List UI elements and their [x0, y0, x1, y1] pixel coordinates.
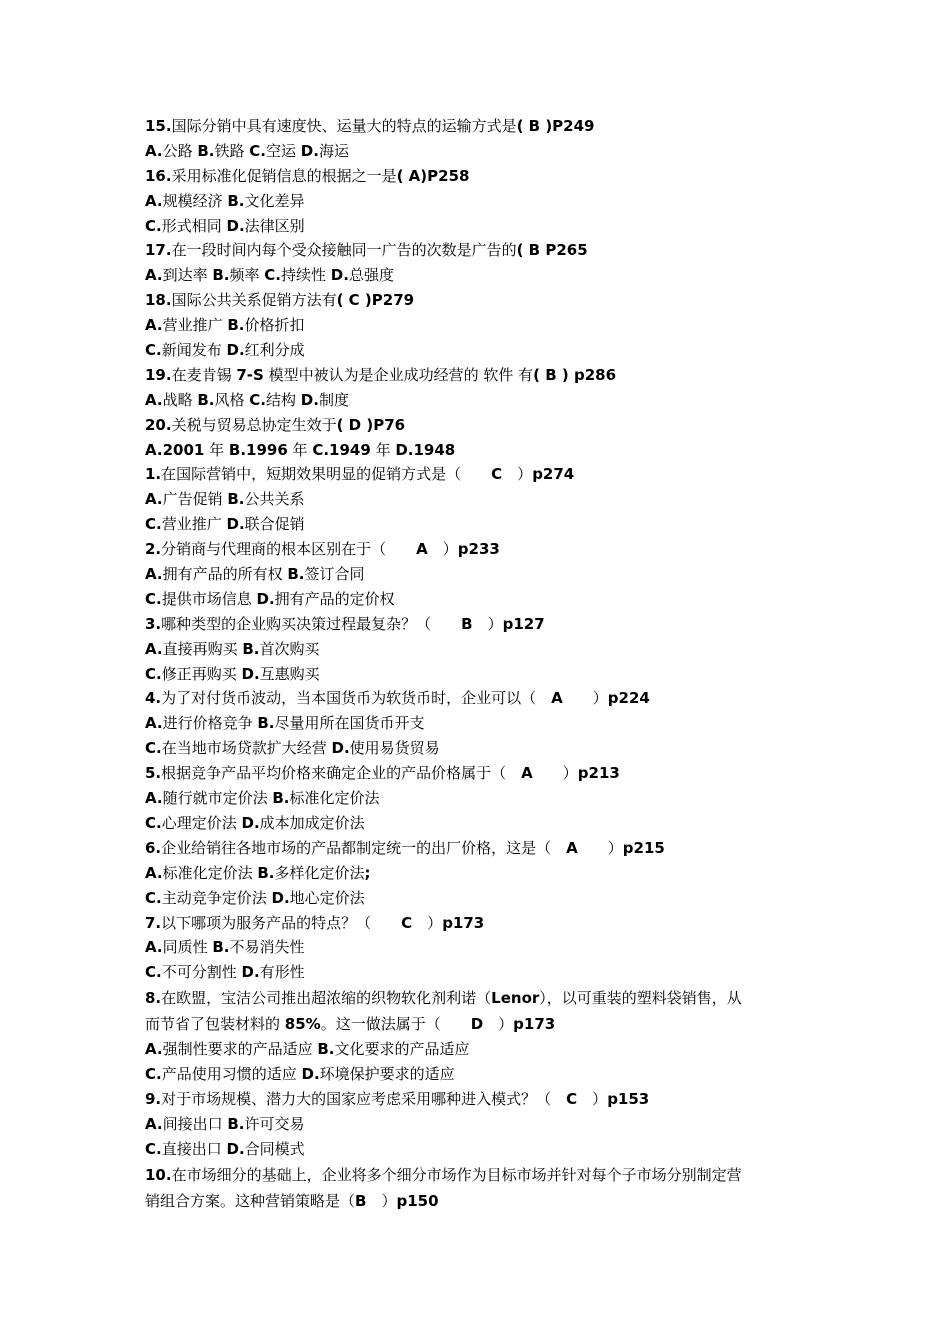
options-9-cd: C.直接出口 D.合同模式	[145, 1139, 305, 1158]
options-7-ab: A.同质性 B.不易消失性	[145, 938, 305, 957]
question-19: 19.在麦肯锡 7-S 模型中被认为是企业成功经营的 软件 有( B ) p286	[145, 365, 616, 384]
question-9: 9.对于市场规模、潜力大的国家应考虑采用哪种进入模式？（ C ）p153	[145, 1089, 650, 1108]
options-6-cd: C.主动竞争定价法 D.地心定价法	[145, 888, 365, 907]
question-5: 5.根据竞争产品平均价格来确定企业的产品价格属于（ A ）p213	[145, 764, 620, 783]
options-9-ab: A.间接出口 B.许可交易	[145, 1114, 305, 1133]
question-18: 18.国际公共关系促销方法有( C )P279	[145, 291, 415, 310]
question-20: 20.关税与贸易总协定生效于( D )P76	[145, 415, 406, 434]
options-1-ab: A.广告促销 B.公共关系	[145, 490, 305, 509]
options-19: A.战略 B.风格 C.结构 D.制度	[145, 390, 349, 409]
question-2: 2.分销商与代理商的根本区别在于（ A ）p233	[145, 540, 500, 559]
question-15: 15.国际分销中具有速度快、运量大的特点的运输方式是( B )P249	[145, 117, 595, 135]
options-7-cd: C.不可分割性 D.有形性	[145, 963, 305, 982]
question-3: 3.哪种类型的企业购买决策过程最复杂？（ B ）p127	[145, 614, 545, 633]
options-5-ab: A.随行就市定价法 B.标准化定价法	[145, 789, 380, 808]
question-8-line-2: 而节省了包装材料的 85%。这一做法属于（ D ）p173	[145, 1015, 556, 1034]
options-3-cd: C.修正再购买 D.互惠购买	[145, 664, 320, 683]
options-18-ab: A.营业推广 B.价格折扣	[145, 316, 305, 335]
question-6: 6.企业给销往各地市场的产品都制定统一的出厂价格，这是（ A ）p215	[145, 838, 665, 857]
options-16-cd: C.形式相同 D.法律区别	[145, 216, 305, 235]
options-8-cd: C.产品使用习惯的适应 D.环境保护要求的适应	[145, 1064, 455, 1083]
document-page	[145, 114, 835, 1213]
options-5-cd: C.心理定价法 D.成本加成定价法	[145, 813, 365, 832]
options-8-ab: A.强制性要求的产品适应 B.文化要求的产品适应	[145, 1040, 470, 1059]
options-17: A.到达率 B.频率 C.持续性 D.总强度	[145, 266, 394, 285]
options-15: A.公路 B.铁路 C.空运 D.海运	[145, 141, 349, 160]
question-8-line-1: 8.在欧盟，宝洁公司推出超浓缩的织物软化剂利诺（Lenor），以可重装的塑料袋销售，从	[145, 989, 742, 1008]
options-18-cd: C.新闻发布 D.红利分成	[145, 341, 305, 360]
options-20: A.2001 年 B.1996 年 C.1949 年 D.1948	[145, 440, 456, 459]
options-4-ab: A.进行价格竞争 B.尽量用所在国货币开支	[145, 714, 425, 733]
question-10-line-1: 10.在市场细分的基础上，企业将多个细分市场作为目标市场并针对每个子市场分别制定营	[145, 1165, 742, 1184]
question-1: 1.在国际营销中，短期效果明显的促销方式是（ C ）p274	[145, 465, 575, 484]
question-4: 4.为了对付货币波动，当本国货币为软货币时，企业可以（ A ）p224	[145, 689, 650, 708]
options-16-ab: A.规模经济 B.文化差异	[145, 191, 305, 210]
question-17: 17.在一段时间内每个受众接触同一广告的次数是广告的( B P265	[145, 241, 588, 260]
question-7: 7.以下哪项为服务产品的特点？（ C ）p173	[145, 913, 485, 932]
question-10-line-2: 销组合方案。这种营销策略是（B ）p150	[145, 1191, 439, 1210]
options-6-ab: A.标准化定价法 B.多样化定价法;	[145, 863, 371, 882]
options-2-ab: A.拥有产品的所有权 B.签订合同	[145, 565, 365, 584]
options-3-ab: A.直接再购买 B.首次购买	[145, 639, 320, 658]
options-4-cd: C.在当地市场贷款扩大经营 D.使用易货贸易	[145, 739, 440, 758]
options-2-cd: C.提供市场信息 D.拥有产品的定价权	[145, 589, 395, 608]
question-16: 16.采用标准化促销信息的根据之一是( A)P258	[145, 166, 470, 185]
options-1-cd: C.营业推广 D.联合促销	[145, 515, 305, 534]
